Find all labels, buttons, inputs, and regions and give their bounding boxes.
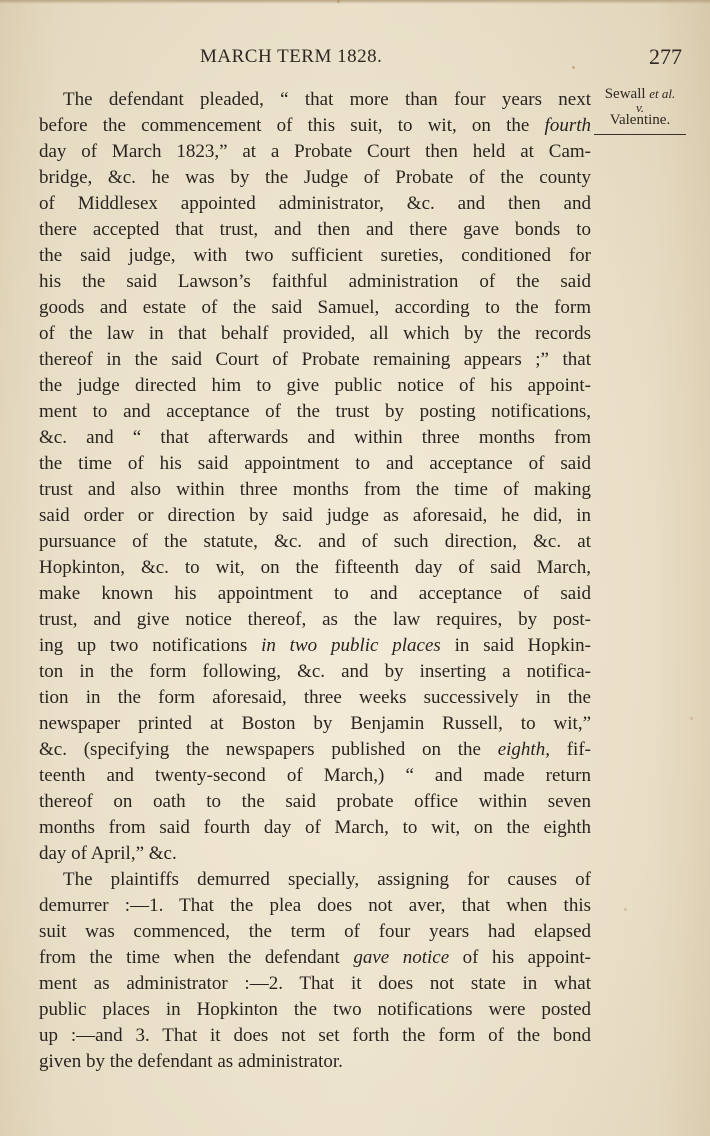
text-line: ton in the form following, &c. and by inserting a notifica- (39, 661, 591, 682)
text-line: his the said Lawson’s faithful administration of the said (39, 271, 591, 292)
text-line: months from said fourth day of March, to wit, on the eighth (39, 817, 591, 838)
text-line: day of March 1823,” at a Probate Court then held at Cam- (39, 141, 591, 162)
text-line: make known his appointment to and acceptance of said (39, 583, 591, 604)
text-segment: ing up two notifications (39, 635, 262, 656)
text-line: the said judge, with two sufficient sureties, conditioned for (39, 245, 591, 266)
italic-emphasis: fourth (544, 115, 591, 136)
text-line: thereof in the said Court of Probate remaining appears ;” that (39, 349, 591, 370)
text-line: day of April,” &c. (39, 843, 177, 864)
running-head (0, 46, 710, 72)
text-segment: before the commencement of this suit, to wit, on the (39, 115, 545, 136)
paper-speck (624, 908, 627, 911)
text-line (39, 633, 591, 659)
body-text (39, 87, 591, 1075)
text-line: up :—and 3. That it does not set forth the form of the bond (39, 1025, 591, 1046)
text-line: of Middlesex appointed administrator, &c. and then and (39, 193, 591, 214)
sidenote-party2: Valentine. (609, 112, 671, 128)
sidenote-party1: Sewall (604, 86, 646, 102)
italic-emphasis: eighth, (497, 739, 550, 760)
text-line: given by the defendant as administrator. (39, 1051, 343, 1072)
text-line: newspaper printed at Boston by Benjamin Russell, to wit,” (39, 713, 591, 734)
paragraph-first-line: The defendant pleaded, “ that more than four years next (63, 89, 591, 110)
paper-speck (337, 0, 340, 3)
paper-speck (690, 717, 693, 720)
text-line: ment as administrator :—2. That it does not state in what (39, 973, 591, 994)
text-line: suit was commenced, the term of four years had elapsed (39, 921, 591, 942)
text-line: goods and estate of the said Samuel, according to the form (39, 297, 591, 318)
text-line: the time of his said appointment to and acceptance of said (39, 453, 591, 474)
italic-emphasis: gave notice (353, 947, 450, 968)
text-line: the judge directed him to give public notice of his appoint- (39, 375, 591, 396)
text-line: trust and also within three months from the time of making (39, 479, 591, 500)
text-line: there accepted that trust, and then and there gave bonds to (39, 219, 591, 240)
paragraph-first-line: The plaintiffs demurred specially, assigning for causes of (63, 869, 591, 890)
text-line: trust, and give notice thereof, as the law requires, by post- (39, 609, 591, 630)
running-title: MARCH TERM 1828. (200, 46, 383, 67)
text-line (39, 737, 591, 763)
text-line (39, 113, 591, 139)
sidenote-party1-suffix: et al. (649, 86, 676, 101)
text-line: demurrer :—1. That the plea does not aver, that when this (39, 895, 591, 916)
sidenote-versus: v. (635, 100, 645, 115)
text-line: &c. and “ that afterwards and within three months from (39, 427, 591, 448)
text-segment: &c. (specifying the newspapers published on the (39, 739, 498, 760)
case-name-sidenote (590, 86, 690, 135)
text-line: teenth and twenty-second of March,) “ and made return (39, 765, 591, 786)
text-line: bridge, &c. he was by the Judge of Probate of the county (39, 167, 591, 188)
text-line: Hopkinton, &c. to wit, on the fifteenth day of said March, (39, 557, 591, 578)
text-line: public places in Hopkinton the two notifications were posted (39, 999, 591, 1020)
text-segment: from the time when the defendant (39, 947, 354, 968)
page-top-edge (0, 0, 710, 4)
page-number: 277 (649, 44, 682, 69)
text-segment: of his appoint- (449, 947, 591, 968)
text-line (39, 945, 591, 971)
text-segment: in said Hopkin- (440, 635, 591, 656)
text-line: pursuance of the statute, &c. and of such direction, &c. at (39, 531, 591, 552)
text-line: said order or direction by said judge as aforesaid, he did, in (39, 505, 591, 526)
text-line: ment to and acceptance of the trust by posting notifications, (39, 401, 591, 422)
italic-emphasis: in two public places (261, 635, 441, 656)
text-segment: fif- (549, 739, 591, 760)
sidenote-rule (594, 134, 686, 135)
text-line: thereof on oath to the said probate office within seven (39, 791, 591, 812)
text-line: tion in the form aforesaid, three weeks successively in the (39, 687, 591, 708)
text-line: of the law in that behalf provided, all which by the records (39, 323, 591, 344)
